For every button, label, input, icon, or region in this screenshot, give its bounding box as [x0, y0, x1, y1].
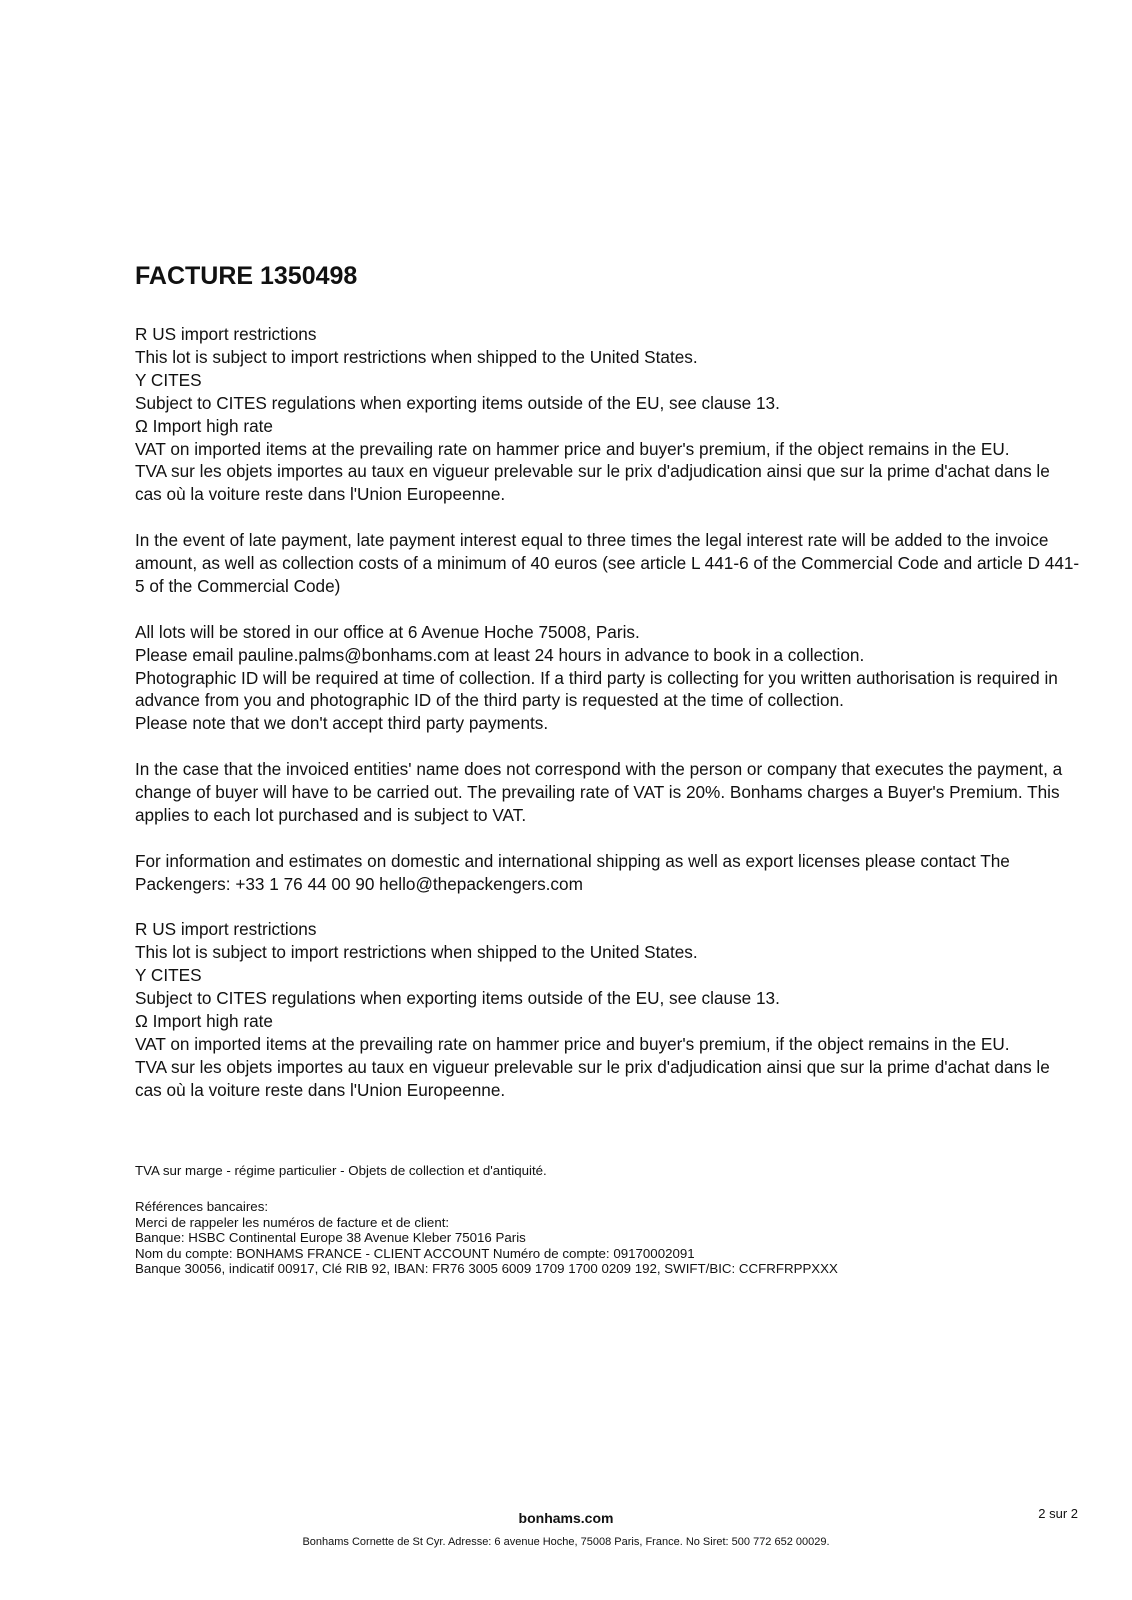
- note-line: This lot is subject to import restrictions when shipped to the United States.: [135, 346, 698, 367]
- bank-line: Merci de rappeler les numéros de facture et de client:: [135, 1214, 450, 1230]
- note-line: R US import restrictions: [135, 919, 317, 940]
- late-payment-text: In the event of late payment, late payment interest equal to three times the legal interest rate will be added to the invoice amount, as well as collection costs of a minimum of 40 euros (see article L 441-6 of the Commercial Code and article D 441-5 of the Commercial Code): [135, 530, 1080, 596]
- bank-line: Références bancaires:: [135, 1199, 269, 1214]
- bank-references: [135, 1199, 1080, 1277]
- buyer-change-text: In the case that the invoiced entities' name does not correspond with the person or company that executes the payment, a change of buyer will have to be carried out. The prevailing rate of VAT is 20%. Bonhams charges a Buyer's Premium. This applies to each lot purchased and is subject to VAT.: [135, 759, 1063, 825]
- spacer: [135, 598, 1080, 621]
- note-line: TVA sur les objets importes au taux en vigueur prelevable sur le prix d'adjudication ainsi que sur la prime d'achat dans le cas où la voiture reste dans l'Union Europeenne.: [135, 1056, 1050, 1100]
- spacer: [135, 735, 1080, 758]
- spacer: [135, 827, 1080, 850]
- invoice-title: FACTURE 1350498: [135, 262, 358, 290]
- collection-line: Please note that we don't accept third party payments.: [135, 713, 549, 734]
- lot-notes-block-2: [135, 918, 1080, 1101]
- footer-website: bonhams.com: [518, 1510, 614, 1526]
- bank-line: Banque 30056, indicatif 00917, Clé RIB 92, IBAN: FR76 3005 6009 1709 1700 0209 192, SWIFT/BIC: CCFRFRPPXXX: [135, 1261, 838, 1277]
- tva-note-text: TVA sur marge - régime particulier - Objets de collection et d'antiquité.: [135, 1163, 547, 1178]
- note-line: VAT on imported items at the prevailing rate on hammer price and buyer's premium, if the object remains in the EU.: [135, 1034, 1010, 1055]
- note-line: Y CITES: [135, 965, 202, 986]
- page-number: 2 sur 2: [1038, 1506, 1078, 1521]
- note-line: Subject to CITES regulations when exporting items outside of the EU, see clause 13.: [135, 988, 780, 1009]
- spacer: [135, 896, 1080, 919]
- note-line: Ω Import high rate: [135, 415, 273, 436]
- late-payment-block: [135, 529, 1080, 598]
- note-line: VAT on imported items at the prevailing rate on hammer price and buyer's premium, if the object remains in the EU.: [135, 438, 1010, 459]
- collection-line: Please email pauline.palms@bonhams.com at least 24 hours in advance to book in a collection.: [135, 644, 865, 665]
- note-line: Y CITES: [135, 369, 202, 390]
- tva-margin-note: [135, 1163, 1080, 1179]
- footer-address: Bonhams Cornette de St Cyr. Adresse: 6 avenue Hoche, 75008 Paris, France. No Siret: 500 772 652 00029.: [302, 1536, 830, 1548]
- note-line: R US import restrictions: [135, 324, 317, 344]
- note-line: This lot is subject to import restrictions when shipped to the United States.: [135, 942, 698, 963]
- note-line: Ω Import high rate: [135, 1011, 273, 1032]
- note-line: Subject to CITES regulations when exporting items outside of the EU, see clause 13.: [135, 392, 780, 413]
- shipping-block: [135, 850, 1080, 896]
- spacer: [135, 506, 1080, 529]
- buyer-change-block: [135, 758, 1080, 827]
- lot-notes-block-1: [135, 323, 1080, 506]
- collection-block: [135, 621, 1080, 736]
- invoice-body: [135, 323, 1080, 1102]
- bank-line: Nom du compte: BONHAMS FRANCE - CLIENT ACCOUNT Numéro de compte: 09170002091: [135, 1245, 695, 1261]
- collection-line: All lots will be stored in our office at 6 Avenue Hoche 75008, Paris.: [135, 621, 640, 642]
- shipping-text: For information and estimates on domestic and international shipping as well as export licenses please contact The Packengers: +33 1 76 44 00 90 hello@thepackengers.com: [135, 850, 1010, 894]
- note-line: TVA sur les objets importes au taux en vigueur prelevable sur le prix d'adjudication ainsi que sur la prime d'achat dans le cas où la voiture reste dans l'Union Europeenne.: [135, 461, 1050, 505]
- collection-line: Photographic ID will be required at time of collection. If a third party is collecting for you written authorisation is required in advance from you and photographic ID of the third party is requested at the time of collection.: [135, 667, 1058, 711]
- bank-line: Banque: HSBC Continental Europe 38 Avenue Kleber 75016 Paris: [135, 1230, 526, 1246]
